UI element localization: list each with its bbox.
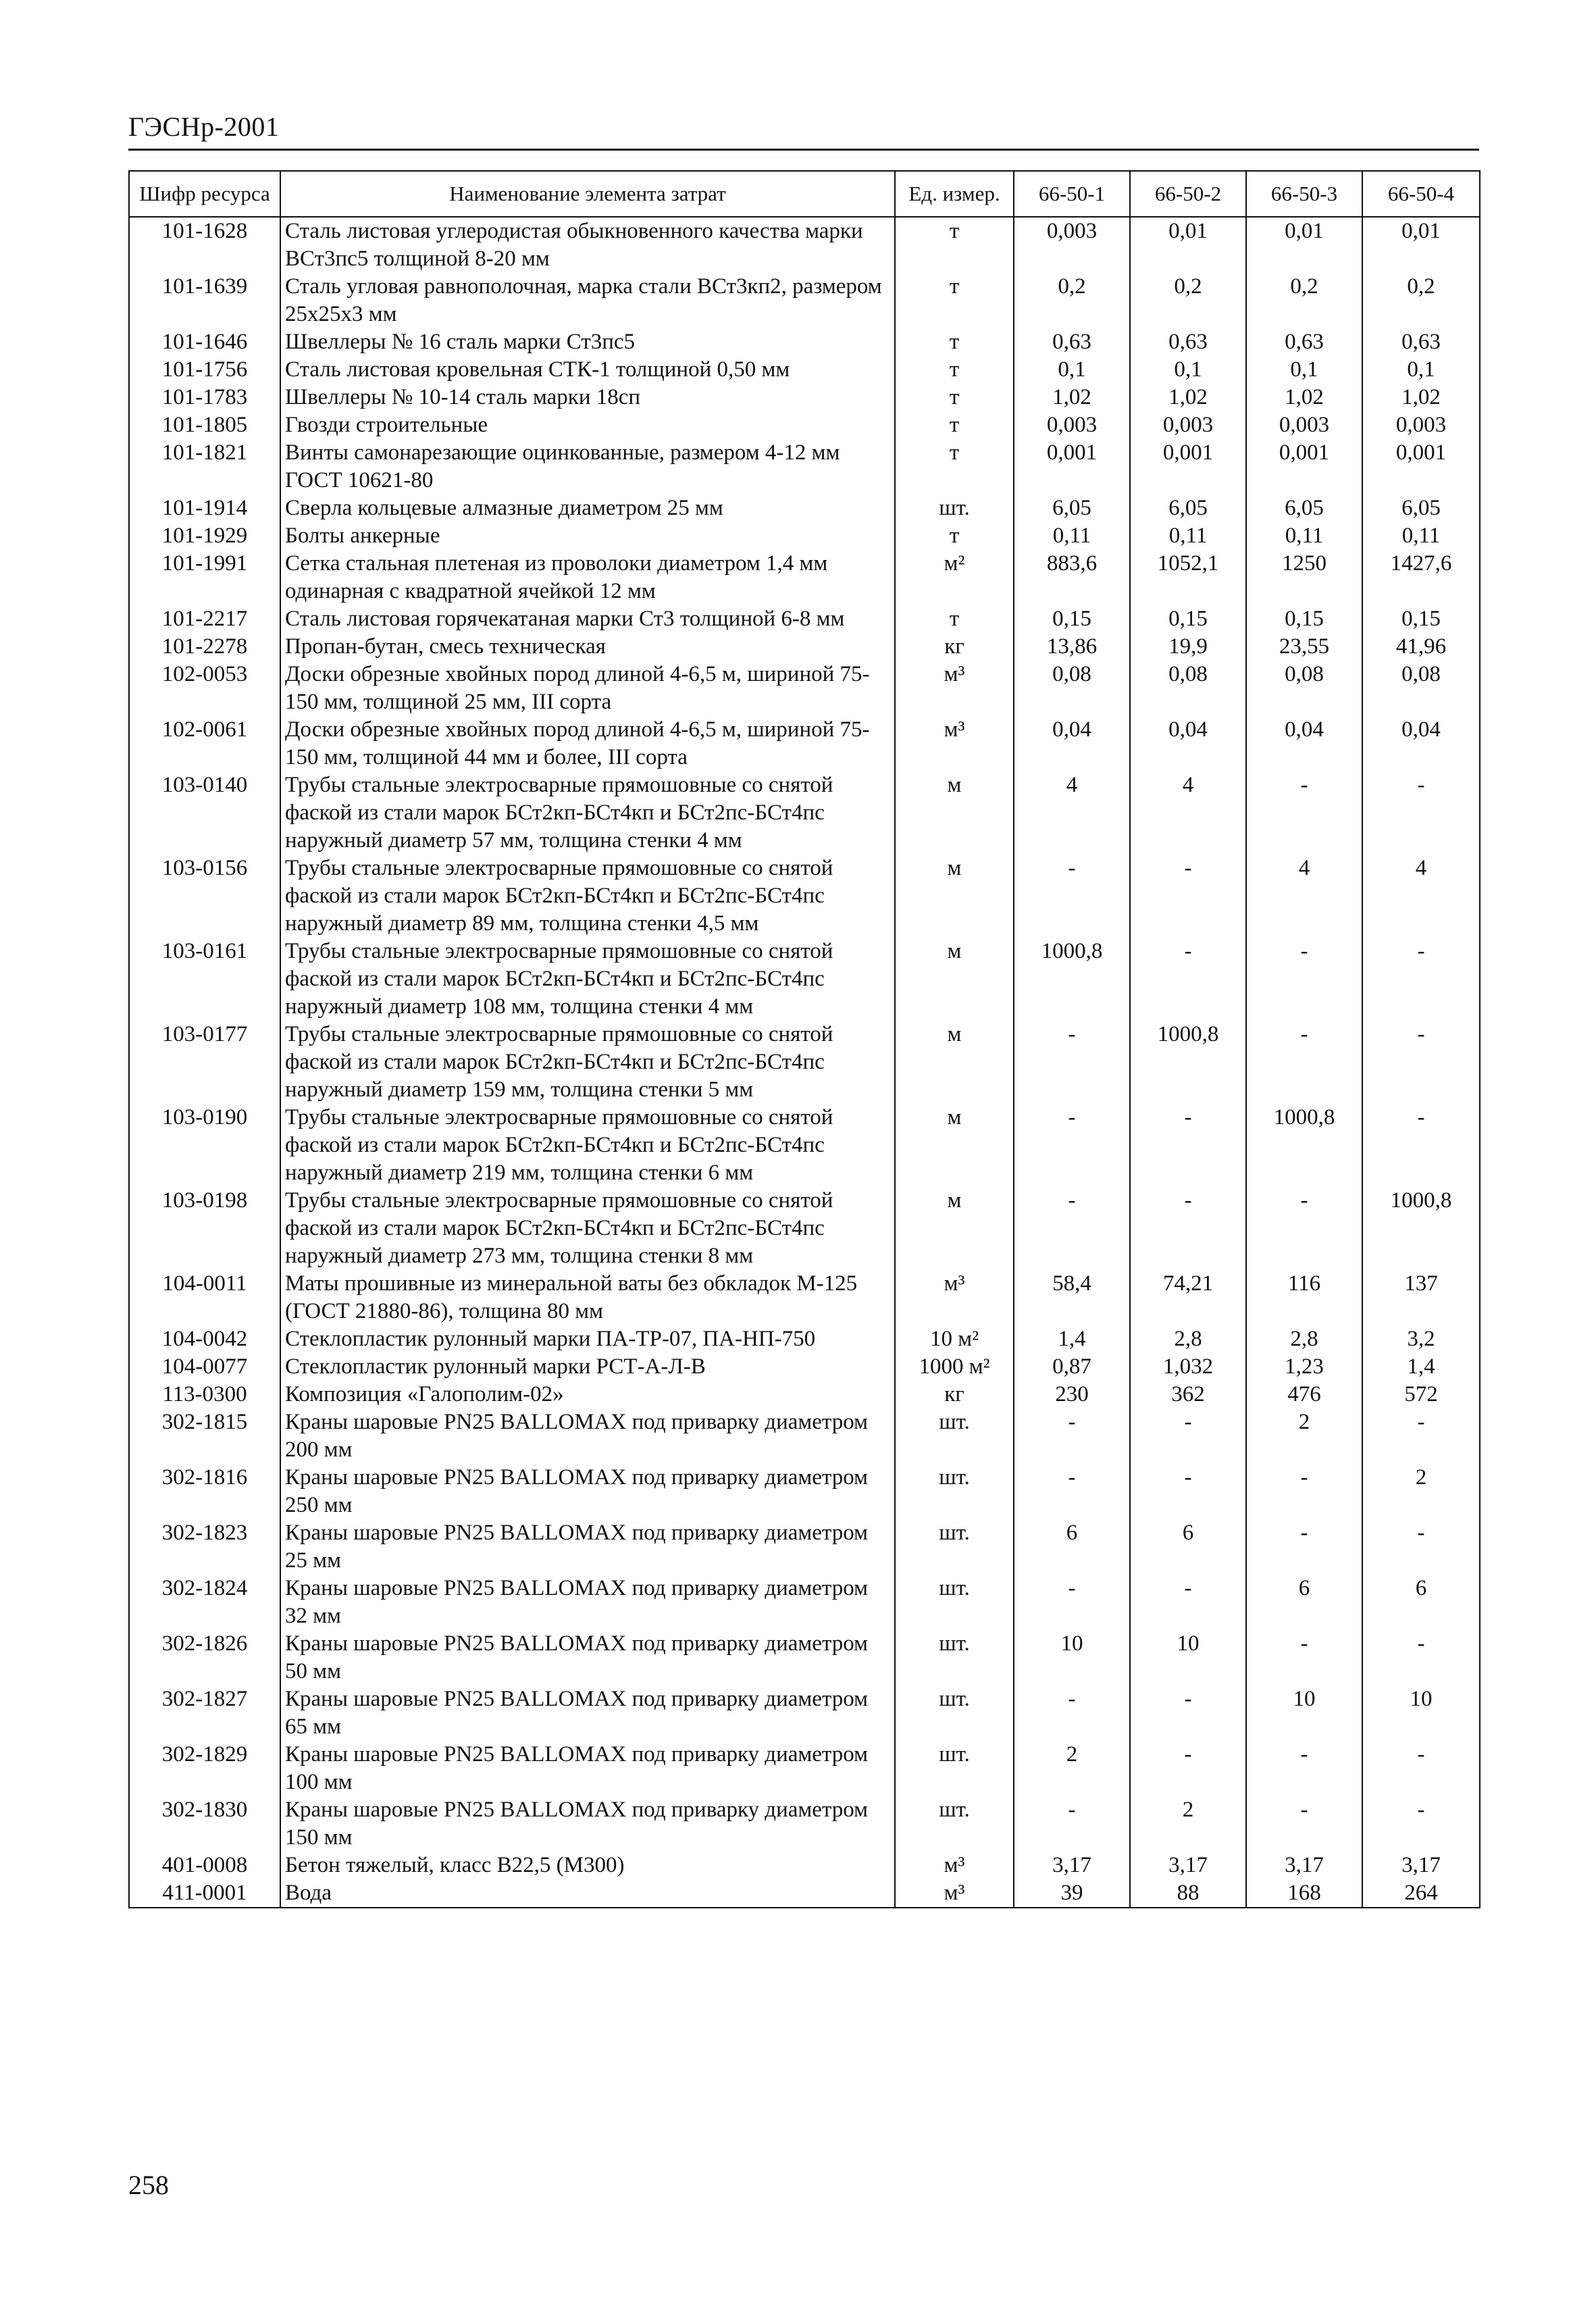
cell-66-50-2: 1052,1 xyxy=(1130,550,1246,605)
cell-code: 102-0053 xyxy=(129,661,280,716)
cell-name: Стеклопластик рулонный марки ПА-ТР-07, ПА-НП-750 xyxy=(280,1325,895,1353)
cell-66-50-2: 0,04 xyxy=(1130,716,1246,771)
cell-name: Сталь листовая углеродистая обыкновенного качества марки ВСт3пс5 толщиной 8-20 мм xyxy=(280,217,895,273)
cell-66-50-3: 4 xyxy=(1246,855,1362,938)
cell-unit: т xyxy=(895,217,1014,273)
cell-66-50-1: - xyxy=(1014,1685,1130,1741)
cell-unit: шт. xyxy=(895,1519,1014,1575)
cell-66-50-1: 13,86 xyxy=(1014,633,1130,661)
cell-code: 411-0001 xyxy=(129,1879,280,1908)
cell-66-50-3: - xyxy=(1246,1796,1362,1852)
table-row xyxy=(129,1879,1480,1908)
cell-name: Вода xyxy=(280,1879,895,1908)
cell-66-50-4: 137 xyxy=(1362,1270,1480,1325)
cell-66-50-1: 0,63 xyxy=(1014,328,1130,356)
table-row xyxy=(129,1852,1480,1879)
page-number: 258 xyxy=(128,2170,169,2200)
cell-66-50-4: - xyxy=(1362,1796,1480,1852)
table-row xyxy=(129,1104,1480,1187)
cell-66-50-3: 10 xyxy=(1246,1685,1362,1741)
cell-name: Пропан-бутан, смесь техническая xyxy=(280,633,895,661)
cell-66-50-4: - xyxy=(1362,1519,1480,1575)
cell-unit: м xyxy=(895,938,1014,1021)
cell-66-50-4: 0,08 xyxy=(1362,661,1480,716)
cell-unit: шт. xyxy=(895,1796,1014,1852)
cell-unit: шт. xyxy=(895,1630,1014,1685)
cell-66-50-1: - xyxy=(1014,855,1130,938)
cell-66-50-4: 0,11 xyxy=(1362,522,1480,550)
cell-66-50-3: - xyxy=(1246,1630,1362,1685)
table-row xyxy=(129,439,1480,494)
cell-66-50-4: 0,001 xyxy=(1362,439,1480,494)
cell-66-50-2: 3,17 xyxy=(1130,1852,1246,1879)
cell-unit: м xyxy=(895,1187,1014,1270)
cell-66-50-3: 0,11 xyxy=(1246,522,1362,550)
cell-unit: шт. xyxy=(895,494,1014,522)
cell-66-50-2: - xyxy=(1130,1685,1246,1741)
table-row xyxy=(129,716,1480,771)
cell-66-50-2: 10 xyxy=(1130,1630,1246,1685)
cell-66-50-4: 4 xyxy=(1362,855,1480,938)
cell-name: Трубы стальные электросварные прямошовные со снятой фаской из стали марок БСт2кп-БСт4кп и БСт2пс-БСт4пс наружный диаметр 159 мм, толщина стенки 5 мм xyxy=(280,1021,895,1104)
cell-code: 113-0300 xyxy=(129,1381,280,1408)
cell-66-50-4: 264 xyxy=(1362,1879,1480,1908)
cell-66-50-4: - xyxy=(1362,771,1480,855)
cell-code: 103-0177 xyxy=(129,1021,280,1104)
cell-66-50-3: - xyxy=(1246,771,1362,855)
cell-unit: 1000 м² xyxy=(895,1353,1014,1381)
cell-66-50-1: 0,04 xyxy=(1014,716,1130,771)
cell-unit: т xyxy=(895,328,1014,356)
cell-66-50-1: 0,11 xyxy=(1014,522,1130,550)
cell-name: Композиция «Галополим-02» xyxy=(280,1381,895,1408)
cell-name: Краны шаровые PN25 BALLOMAX под приварку диаметром 250 мм xyxy=(280,1464,895,1519)
cell-66-50-1: 2 xyxy=(1014,1741,1130,1796)
header-66-50-3: 66-50-3 xyxy=(1246,171,1362,217)
cell-66-50-2: 1,032 xyxy=(1130,1353,1246,1381)
header-name: Наименование элемента затрат xyxy=(280,171,895,217)
cell-66-50-3: 1,02 xyxy=(1246,384,1362,411)
cell-66-50-3: 0,08 xyxy=(1246,661,1362,716)
cell-unit: шт. xyxy=(895,1408,1014,1464)
cell-66-50-3: 0,04 xyxy=(1246,716,1362,771)
cell-name: Винты самонарезающие оцинкованные, размером 4-12 мм ГОСТ 10621-80 xyxy=(280,439,895,494)
cell-name: Болты анкерные xyxy=(280,522,895,550)
cell-66-50-3: 476 xyxy=(1246,1381,1362,1408)
cell-66-50-4: - xyxy=(1362,1021,1480,1104)
cell-66-50-1: 0,001 xyxy=(1014,439,1130,494)
table-row xyxy=(129,938,1480,1021)
header-unit: Ед. измер. xyxy=(895,171,1014,217)
table-row xyxy=(129,605,1480,633)
cell-66-50-3: 0,2 xyxy=(1246,273,1362,328)
cell-66-50-1: 0,1 xyxy=(1014,356,1130,384)
cell-unit: кг xyxy=(895,1381,1014,1408)
cell-unit: м³ xyxy=(895,661,1014,716)
cell-code: 101-1914 xyxy=(129,494,280,522)
cell-66-50-4: - xyxy=(1362,1630,1480,1685)
cell-66-50-1: 1,4 xyxy=(1014,1325,1130,1353)
cell-66-50-1: 0,08 xyxy=(1014,661,1130,716)
cell-code: 302-1827 xyxy=(129,1685,280,1741)
cell-66-50-3: 0,01 xyxy=(1246,217,1362,273)
cell-name: Трубы стальные электросварные прямошовные со снятой фаской из стали марок БСт2кп-БСт4кп и БСт2пс-БСт4пс наружный диаметр 89 мм, толщина стенки 4,5 мм xyxy=(280,855,895,938)
cell-code: 101-2217 xyxy=(129,605,280,633)
cell-66-50-1: - xyxy=(1014,1104,1130,1187)
cell-66-50-1: 4 xyxy=(1014,771,1130,855)
cell-66-50-4: 0,01 xyxy=(1362,217,1480,273)
cell-66-50-4: 0,003 xyxy=(1362,411,1480,439)
table-row xyxy=(129,661,1480,716)
cell-66-50-1: 0,003 xyxy=(1014,411,1130,439)
cell-66-50-1: - xyxy=(1014,1796,1130,1852)
cell-66-50-3: 0,1 xyxy=(1246,356,1362,384)
cell-code: 401-0008 xyxy=(129,1852,280,1879)
cell-66-50-4: 6,05 xyxy=(1362,494,1480,522)
cell-code: 103-0198 xyxy=(129,1187,280,1270)
cell-code: 101-1991 xyxy=(129,550,280,605)
table-row xyxy=(129,1353,1480,1381)
table-row xyxy=(129,494,1480,522)
cell-66-50-2: 0,08 xyxy=(1130,661,1246,716)
cell-name: Бетон тяжелый, класс В22,5 (М300) xyxy=(280,1852,895,1879)
cell-name: Швеллеры № 16 сталь марки Ст3пс5 xyxy=(280,328,895,356)
table-row xyxy=(129,1741,1480,1796)
cell-code: 101-1783 xyxy=(129,384,280,411)
cell-66-50-2: 2,8 xyxy=(1130,1325,1246,1353)
cell-66-50-2: 88 xyxy=(1130,1879,1246,1908)
cell-66-50-3: 0,63 xyxy=(1246,328,1362,356)
cell-code: 104-0042 xyxy=(129,1325,280,1353)
cell-code: 302-1816 xyxy=(129,1464,280,1519)
cell-66-50-4: 0,2 xyxy=(1362,273,1480,328)
table-row xyxy=(129,1464,1480,1519)
table-row xyxy=(129,633,1480,661)
cell-66-50-3: - xyxy=(1246,1741,1362,1796)
cell-code: 101-1929 xyxy=(129,522,280,550)
cell-66-50-3: 3,17 xyxy=(1246,1852,1362,1879)
cell-66-50-2: 0,003 xyxy=(1130,411,1246,439)
cell-66-50-3: 2,8 xyxy=(1246,1325,1362,1353)
cell-unit: т xyxy=(895,439,1014,494)
header-66-50-2: 66-50-2 xyxy=(1130,171,1246,217)
cell-66-50-4: 0,1 xyxy=(1362,356,1480,384)
table-row xyxy=(129,1270,1480,1325)
cell-66-50-4: 1427,6 xyxy=(1362,550,1480,605)
cell-66-50-1: 58,4 xyxy=(1014,1270,1130,1325)
cell-unit: м³ xyxy=(895,1879,1014,1908)
header-code: Шифр ресурса xyxy=(129,171,280,217)
cell-name: Швеллеры № 10-14 сталь марки 18сп xyxy=(280,384,895,411)
cell-66-50-4: 1000,8 xyxy=(1362,1187,1480,1270)
cell-code: 103-0161 xyxy=(129,938,280,1021)
table-row xyxy=(129,356,1480,384)
cell-unit: м xyxy=(895,771,1014,855)
cell-unit: т xyxy=(895,522,1014,550)
cell-66-50-1: 10 xyxy=(1014,1630,1130,1685)
cell-66-50-2: 0,2 xyxy=(1130,273,1246,328)
cell-66-50-2: - xyxy=(1130,1104,1246,1187)
cell-66-50-1: - xyxy=(1014,1575,1130,1630)
cell-66-50-2: 2 xyxy=(1130,1796,1246,1852)
cell-66-50-2: - xyxy=(1130,855,1246,938)
cell-66-50-1: 230 xyxy=(1014,1381,1130,1408)
cell-unit: т xyxy=(895,356,1014,384)
cell-name: Краны шаровые PN25 BALLOMAX под приварку диаметром 200 мм xyxy=(280,1408,895,1464)
table-row xyxy=(129,1187,1480,1270)
header-66-50-1: 66-50-1 xyxy=(1014,171,1130,217)
cell-66-50-1: 0,003 xyxy=(1014,217,1130,273)
cell-66-50-3: 168 xyxy=(1246,1879,1362,1908)
cell-66-50-3: 23,55 xyxy=(1246,633,1362,661)
cell-66-50-1: - xyxy=(1014,1464,1130,1519)
cell-name: Трубы стальные электросварные прямошовные со снятой фаской из стали марок БСт2кп-БСт4кп и БСт2пс-БСт4пс наружный диаметр 57 мм, толщина стенки 4 мм xyxy=(280,771,895,855)
cell-unit: кг xyxy=(895,633,1014,661)
cell-unit: м³ xyxy=(895,1270,1014,1325)
cell-66-50-4: 10 xyxy=(1362,1685,1480,1741)
cell-code: 101-1628 xyxy=(129,217,280,273)
cell-66-50-4: 0,04 xyxy=(1362,716,1480,771)
resources-table xyxy=(128,170,1481,1908)
cell-code: 102-0061 xyxy=(129,716,280,771)
cell-66-50-2: 362 xyxy=(1130,1381,1246,1408)
cell-66-50-1: - xyxy=(1014,1187,1130,1270)
table-row xyxy=(129,1575,1480,1630)
cell-name: Трубы стальные электросварные прямошовные со снятой фаской из стали марок БСт2кп-БСт4кп и БСт2пс-БСт4пс наружный диаметр 219 мм, толщина стенки 6 мм xyxy=(280,1104,895,1187)
cell-code: 104-0077 xyxy=(129,1353,280,1381)
cell-name: Краны шаровые PN25 BALLOMAX под приварку диаметром 32 мм xyxy=(280,1575,895,1630)
cell-66-50-4: 3,2 xyxy=(1362,1325,1480,1353)
cell-66-50-4: 3,17 xyxy=(1362,1852,1480,1879)
cell-name: Краны шаровые PN25 BALLOMAX под приварку диаметром 50 мм xyxy=(280,1630,895,1685)
cell-code: 101-1639 xyxy=(129,273,280,328)
cell-66-50-2: 1,02 xyxy=(1130,384,1246,411)
cell-name: Гвозди строительные xyxy=(280,411,895,439)
cell-66-50-3: 1250 xyxy=(1246,550,1362,605)
cell-66-50-4: - xyxy=(1362,1741,1480,1796)
cell-unit: 10 м² xyxy=(895,1325,1014,1353)
cell-66-50-3: 116 xyxy=(1246,1270,1362,1325)
cell-unit: т xyxy=(895,273,1014,328)
cell-66-50-3: 1000,8 xyxy=(1246,1104,1362,1187)
table-row xyxy=(129,411,1480,439)
cell-66-50-3: - xyxy=(1246,938,1362,1021)
cell-name: Сталь листовая кровельная СТК-1 толщиной 0,50 мм xyxy=(280,356,895,384)
cell-unit: т xyxy=(895,384,1014,411)
cell-unit: м xyxy=(895,855,1014,938)
cell-66-50-2: - xyxy=(1130,1408,1246,1464)
cell-66-50-1: 6 xyxy=(1014,1519,1130,1575)
cell-66-50-2: - xyxy=(1130,1464,1246,1519)
cell-66-50-3: - xyxy=(1246,1519,1362,1575)
table-row xyxy=(129,522,1480,550)
cell-code: 103-0140 xyxy=(129,771,280,855)
cell-66-50-2: 0,1 xyxy=(1130,356,1246,384)
cell-unit: шт. xyxy=(895,1575,1014,1630)
table-row xyxy=(129,1381,1480,1408)
cell-name: Сверла кольцевые алмазные диаметром 25 мм xyxy=(280,494,895,522)
cell-unit: шт. xyxy=(895,1685,1014,1741)
table-row xyxy=(129,1796,1480,1852)
cell-name: Краны шаровые PN25 BALLOMAX под приварку диаметром 65 мм xyxy=(280,1685,895,1741)
cell-unit: т xyxy=(895,411,1014,439)
cell-unit: м² xyxy=(895,550,1014,605)
cell-name: Краны шаровые PN25 BALLOMAX под приварку диаметром 25 мм xyxy=(280,1519,895,1575)
cell-66-50-1: 6,05 xyxy=(1014,494,1130,522)
cell-66-50-1: 883,6 xyxy=(1014,550,1130,605)
cell-code: 101-1646 xyxy=(129,328,280,356)
table-row xyxy=(129,217,1480,273)
cell-66-50-3: - xyxy=(1246,1187,1362,1270)
table-header-row xyxy=(129,171,1480,217)
cell-66-50-4: - xyxy=(1362,1408,1480,1464)
table-row xyxy=(129,550,1480,605)
cell-66-50-3: 0,003 xyxy=(1246,411,1362,439)
cell-unit: т xyxy=(895,605,1014,633)
cell-name: Сетка стальная плетеная из проволоки диаметром 1,4 мм одинарная с квадратной ячейкой 12 мм xyxy=(280,550,895,605)
cell-unit: м xyxy=(895,1021,1014,1104)
cell-code: 302-1823 xyxy=(129,1519,280,1575)
cell-66-50-4: 572 xyxy=(1362,1381,1480,1408)
cell-code: 104-0011 xyxy=(129,1270,280,1325)
cell-code: 101-1756 xyxy=(129,356,280,384)
table-row xyxy=(129,1630,1480,1685)
cell-code: 101-1805 xyxy=(129,411,280,439)
cell-66-50-4: 2 xyxy=(1362,1464,1480,1519)
cell-66-50-2: 74,21 xyxy=(1130,1270,1246,1325)
table-row xyxy=(129,855,1480,938)
table-row xyxy=(129,1021,1480,1104)
cell-66-50-3: 6 xyxy=(1246,1575,1362,1630)
cell-66-50-3: - xyxy=(1246,1464,1362,1519)
cell-66-50-3: - xyxy=(1246,1021,1362,1104)
cell-unit: м³ xyxy=(895,716,1014,771)
cell-name: Трубы стальные электросварные прямошовные со снятой фаской из стали марок БСт2кп-БСт4кп и БСт2пс-БСт4пс наружный диаметр 108 мм, толщина стенки 4 мм xyxy=(280,938,895,1021)
cell-66-50-2: - xyxy=(1130,1575,1246,1630)
cell-66-50-2: - xyxy=(1130,1187,1246,1270)
page-header xyxy=(128,113,1479,151)
cell-66-50-1: 1000,8 xyxy=(1014,938,1130,1021)
cell-66-50-1: 1,02 xyxy=(1014,384,1130,411)
table-row xyxy=(129,1519,1480,1575)
cell-66-50-2: 19,9 xyxy=(1130,633,1246,661)
cell-66-50-4: - xyxy=(1362,938,1480,1021)
cell-66-50-2: 0,11 xyxy=(1130,522,1246,550)
cell-66-50-2: 0,63 xyxy=(1130,328,1246,356)
cell-unit: шт. xyxy=(895,1464,1014,1519)
cell-66-50-2: 6 xyxy=(1130,1519,1246,1575)
cell-66-50-1: - xyxy=(1014,1408,1130,1464)
table-row xyxy=(129,771,1480,855)
cell-name: Сталь угловая равнополочная, марка стали ВСт3кп2, размером 25х25х3 мм xyxy=(280,273,895,328)
cell-66-50-4: 0,63 xyxy=(1362,328,1480,356)
table-row xyxy=(129,384,1480,411)
cell-66-50-3: 0,001 xyxy=(1246,439,1362,494)
cell-66-50-1: 0,15 xyxy=(1014,605,1130,633)
cell-name: Краны шаровые PN25 BALLOMAX под приварку диаметром 150 мм xyxy=(280,1796,895,1852)
cell-66-50-2: 4 xyxy=(1130,771,1246,855)
cell-name: Доски обрезные хвойных пород длиной 4-6,5 м, шириной 75-150 мм, толщиной 44 мм и более, III сорта xyxy=(280,716,895,771)
cell-66-50-2: 0,001 xyxy=(1130,439,1246,494)
cell-name: Трубы стальные электросварные прямошовные со снятой фаской из стали марок БСт2кп-БСт4кп и БСт2пс-БСт4пс наружный диаметр 273 мм, толщина стенки 8 мм xyxy=(280,1187,895,1270)
cell-66-50-2: 0,01 xyxy=(1130,217,1246,273)
cell-66-50-4: 0,15 xyxy=(1362,605,1480,633)
cell-code: 103-0156 xyxy=(129,855,280,938)
cell-66-50-3: 2 xyxy=(1246,1408,1362,1464)
cell-66-50-2: 0,15 xyxy=(1130,605,1246,633)
cell-66-50-1: 39 xyxy=(1014,1879,1130,1908)
cell-66-50-4: 1,4 xyxy=(1362,1353,1480,1381)
cell-66-50-2: - xyxy=(1130,1741,1246,1796)
cell-66-50-1: 0,87 xyxy=(1014,1353,1130,1381)
cell-code: 302-1829 xyxy=(129,1741,280,1796)
table-body xyxy=(129,217,1480,1908)
cell-66-50-1: - xyxy=(1014,1021,1130,1104)
cell-name: Сталь листовая горячекатаная марки Ст3 толщиной 6-8 мм xyxy=(280,605,895,633)
cell-66-50-2: - xyxy=(1130,938,1246,1021)
cell-66-50-3: 1,23 xyxy=(1246,1353,1362,1381)
cell-66-50-2: 6,05 xyxy=(1130,494,1246,522)
cell-code: 103-0190 xyxy=(129,1104,280,1187)
header-66-50-4: 66-50-4 xyxy=(1362,171,1480,217)
page-header-title: ГЭСНр-2001 xyxy=(128,111,280,142)
cell-code: 302-1824 xyxy=(129,1575,280,1630)
cell-66-50-1: 3,17 xyxy=(1014,1852,1130,1879)
table-row xyxy=(129,1685,1480,1741)
cell-code: 101-1821 xyxy=(129,439,280,494)
cell-66-50-4: 6 xyxy=(1362,1575,1480,1630)
cell-66-50-3: 6,05 xyxy=(1246,494,1362,522)
cell-unit: шт. xyxy=(895,1741,1014,1796)
cell-66-50-1: 0,2 xyxy=(1014,273,1130,328)
cell-code: 302-1815 xyxy=(129,1408,280,1464)
cell-name: Маты прошивные из минеральной ваты без обкладок М-125 (ГОСТ 21880-86), толщина 80 мм xyxy=(280,1270,895,1325)
cell-unit: м³ xyxy=(895,1852,1014,1879)
cell-66-50-3: 0,15 xyxy=(1246,605,1362,633)
cell-name: Стеклопластик рулонный марки РСТ-А-Л-В xyxy=(280,1353,895,1381)
table-row xyxy=(129,273,1480,328)
cell-name: Краны шаровые PN25 BALLOMAX под приварку диаметром 100 мм xyxy=(280,1741,895,1796)
cell-66-50-4: 1,02 xyxy=(1362,384,1480,411)
cell-code: 302-1830 xyxy=(129,1796,280,1852)
table-row xyxy=(129,1325,1480,1353)
cell-unit: м xyxy=(895,1104,1014,1187)
cell-name: Доски обрезные хвойных пород длиной 4-6,5 м, шириной 75-150 мм, толщиной 25 мм, III сорта xyxy=(280,661,895,716)
cell-66-50-2: 1000,8 xyxy=(1130,1021,1246,1104)
cell-66-50-4: 41,96 xyxy=(1362,633,1480,661)
cell-66-50-4: - xyxy=(1362,1104,1480,1187)
cell-code: 302-1826 xyxy=(129,1630,280,1685)
table-row xyxy=(129,1408,1480,1464)
table-row xyxy=(129,328,1480,356)
cell-code: 101-2278 xyxy=(129,633,280,661)
